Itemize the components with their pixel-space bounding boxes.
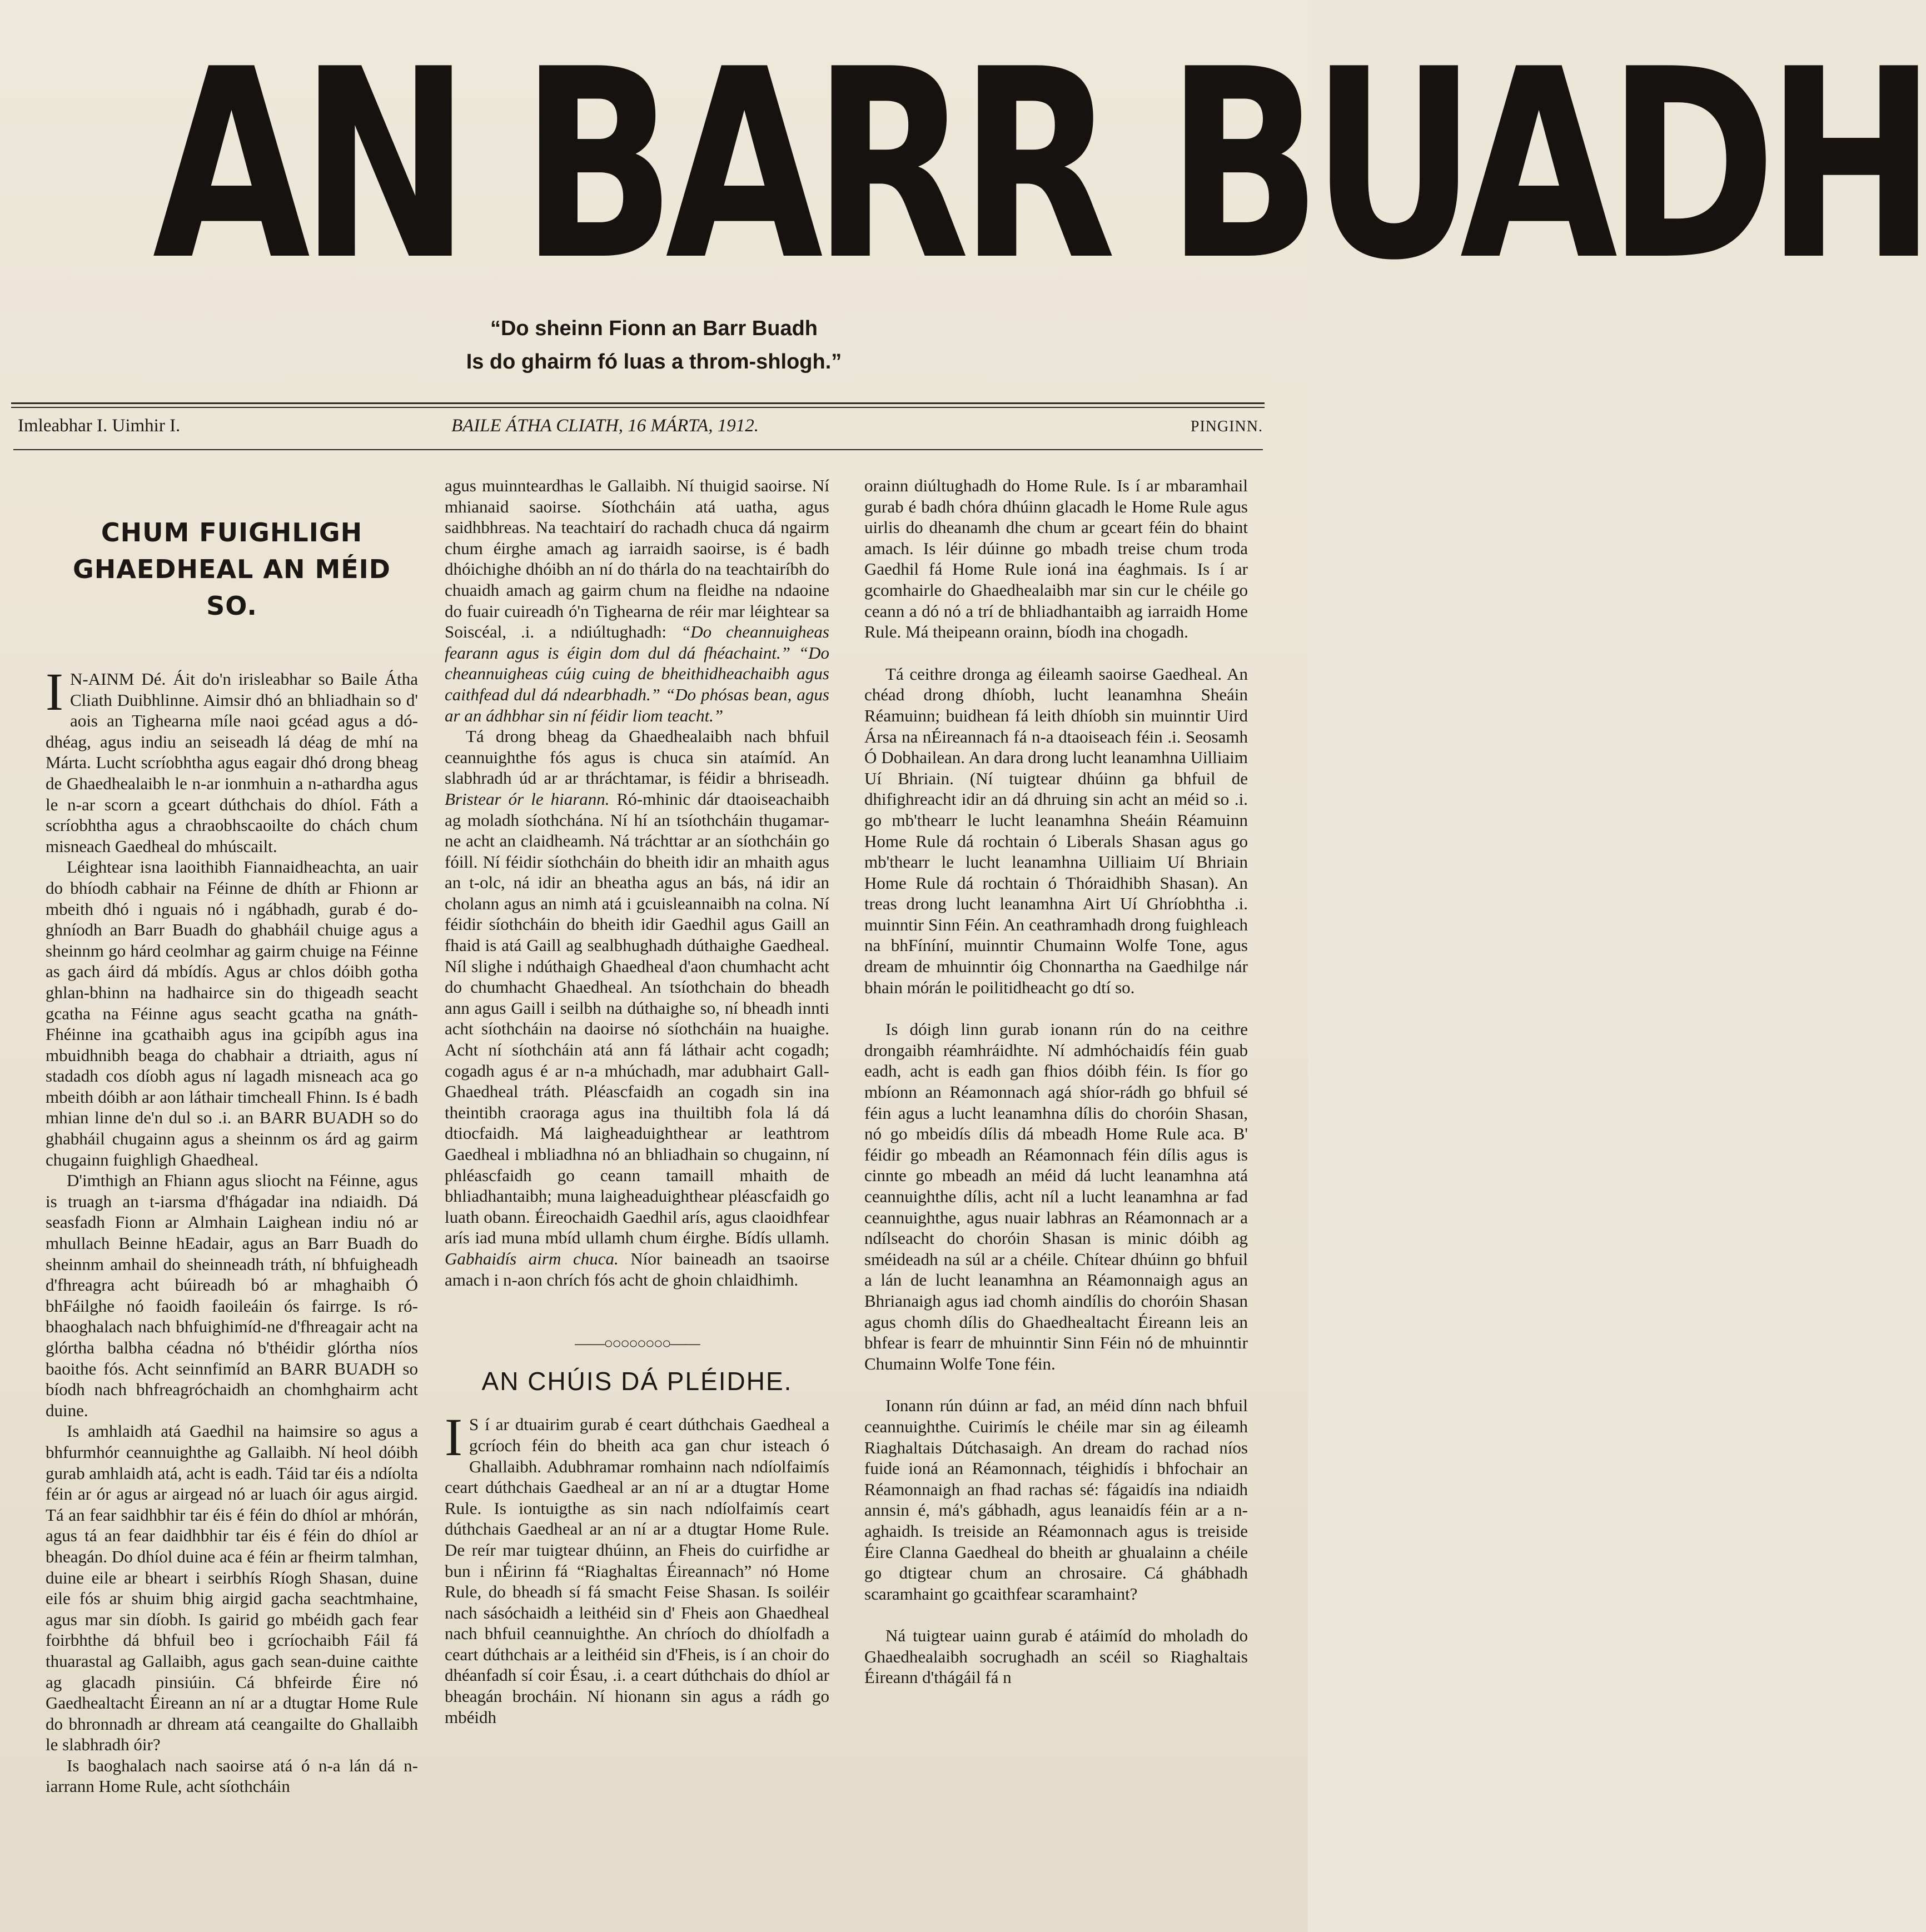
place-date: BAILE ÁTHA CLIATH, 16 MÁRTA, 1912. (451, 416, 759, 436)
motto-line-1: “Do sheinn Fionn an Barr Buadh (490, 317, 818, 340)
article-paragraph: Ná tuigtear uainn gurab é atáimíd do mholadh do Ghaedhealaibh socrughadh an scéil so Riaghaltais Éireann d'thágáil fá n (864, 1626, 1248, 1687)
top-rule (11, 402, 1265, 404)
article-headline: CHUM FUIGHLIGH GHAEDHEAL AN MÉID SO. (73, 517, 391, 621)
price: PINGINN. (1190, 418, 1263, 435)
drop-cap: I (445, 1407, 462, 1467)
article-paragraph (445, 726, 829, 1290)
paragraph-text: Ró-mhinic dár dtaoiseachaibh ag moladh síothchána. Ní hí an tsíothcháin thugamar-ne acht an claidheamh. Ná tráchttar ar an síothcháin go fóill. Ní féidir síothcháin do bheith idir an mhaith agus an t-olc, ná idir an bheatha agus an bás, ná idir an cholann agus an nimh atá i gcuisleannaibh na colna. Ní féidir síothcháin do bheith idir Gaedhil agus Gaill an fhaid is atá Gaill ag sealbhughadh dúthaighe Gaedheal. Níl slighe i ndúthaigh Ghaedheal d'aon chumhacht acht do chumhacht Ghaedheal. An tsíothchain do bheadh ann agus Gaill i seilbh na dúthaighe so, ní bheadh innti acht síothcháin na daoirse nó síothcháin na huaighe. Acht ní síothcháin atá ann fá láthair acht cogadh; cogadh agus é ar n-a mhúchadh, mar adubhairt Gall-Ghaedheal tráth. Pléascfaidh an cogadh sin ina theintibh craoraga agus ina thuiltibh fola lá dá dtiocfaidh. Má laigheaduighthear ar leathtrom Gaedheal i mbliadhna nó an bhliadhain so chugainn, ní phléascfaidh go ceann tamaill mhaith de bhliadhantaibh; muna laigheaduighthear pléascfaidh go luath obann. Éireochaidh Gaedhil arís, agus claoidhfear arís iad muna mbíd ullamh chum éirghe. Bídís ullamh. (445, 789, 829, 1248)
issue-line (18, 416, 1263, 440)
volume-number: Imleabhar I. Uimhir I. (18, 416, 181, 436)
paragraph-text: Tá drong bheag da Ghaedhealaibh nach bhfuil ceannuighthe fós agus is chuca sin ataímíd. An slabhradh úd ar ar thráchtamar, is féidir a bhriseadh. (445, 726, 829, 788)
column-3 (864, 475, 1248, 1688)
motto-line-2: Is do ghairm fó luas a throm-shlogh.” (466, 350, 842, 374)
article-paragraph: orainn diúltughadh do Home Rule. Is í ar mbaramhail gurab é badh chóra dhúinn glacadh le Home Rule agus uirlis do dheanamh dhe chum ar gceart féin do bhaint amach. Is léir dúinne go mbadh treise chum troda Gaedhil fá Home Rule ioná ina éaghmais. Is í ar gcomhairle do Ghaedhealaibh mar sin cur le chéile go ceann a dó nó a trí de bhliadhantaibh ag iarraidh Home Rule. Má theipeann orainn, bíodh ina chogadh. (864, 476, 1248, 642)
column-2 (445, 475, 829, 1727)
issue-rule (13, 449, 1263, 450)
article-paragraph: Is dóigh linn gurab ionann rún do na ceithre drongaibh réamhráidhte. Ní admhóchaidís féin guab eadh, acht is eadh gan fhios dóibh féin. Is fíor go mbíonn an Réamonnach agá shíor-rádh go bhfuil sé féin agus a lucht leanamhna dílis do choróin Shasan, nó go mbeidís dílis dá mbeadh Home Rule aca. B' féidir go mbeadh an Réamonnach féin dílis agus is cinnte go mbeadh an méid dá lucht leanamhna atá ceannuighthe dílis, acht níl a lucht leanamhna ar fad ceannuighthe, agus nuair labhras an Réamonnach ar a ndílseacht do choróin Shasan is minic dóibh ag sméideadh na súl ar a chéile. Chítear dhúinn go bhfuil a lán de lucht leanamhna an Réamonnaigh agus an Bhrianaigh agus iad chomh aindílis do choróin Shasan agus chomh dílis do Ghaedhealtacht Éireann leis an bhfear is fearr de mhuinntir Sinn Féin nó de mhuinntir Chumainn Wolfe Tone féin. (864, 1019, 1248, 1373)
ornament-divider: ——○○○○○○○○—— (575, 1335, 699, 1353)
article-paragraph: Tá ceithre dronga ag éileamh saoirse Gaedheal. An chéad drong dhíobh, lucht leanamhna Sheáin Réamuinn; buidhean fá leith dhíobh sin muinntir Uird Ársa na nÉireannach fá n-a dtaoiseach féin .i. Seosamh Ó Dobhailean. An dara drong lucht leanamhna Uilliaim Uí Bhriain. (Ní tuigtear dhúinn ga bhfuil de dhifighreacht idir an dá dhruing sin acht an méid so .i. go mb'thearr le lucht leanamhna Sheáin Réamuinn Home Rule dá rochtain ó Liberals Shasan agus go mb'thearr le lucht leanamhna Uilliaim Uí Bhriain Home Rule dá rochtain ó Thóraidhibh Shasan). An treas drong lucht leanamhna Airt Uí Ghríobhtha .i. muinntir Sinn Féin. An ceathramhadh drong fuighleach na bhFíníní, muinntir Chumainn Wolfe Tone, agus dream de mhuinntir óig Chonnartha na Gaedhilge nár bhain mórán le poilitidheacht go dtí so. (864, 664, 1248, 997)
paragraph-text: S í ar dtuairim gurab é ceart dúthchais Gaedheal a gcríoch féin do bheith aca gan chur isteach ó Ghallaibh. Adubhramar romhainn nach ndíolfaimís ceart dúthchais Gaedheal ar an ní ar a dtugtar Home Rule. Is iontuigthe as sin nach ndíolfaimís ceart dúthchais Gaedheal ar an ní ar a dtugtar Home Rule. De reír mar tuigtear dhúinn, an Fheis do cuirfidhe ar bun i nÉirinn fá “Riaghaltas Éireannach” nó Home Rule, do bheadh sí fá smacht Feise Shasan. Is soiléir nach sásóchaidh a leithéid sin d' Fheis aon Ghaedheal nach bhfuil ceannuighthe. An chríoch do dhíolfadh a ceart dúthchais ar a leithéid sin d'Fheis, is í an choir do dhéanfadh sí coir Ésau, .i. a ceart dúthchais do dhíol ar bheagán brocháin. Ní hionann sin agus a rádh go mbéidh (445, 1415, 829, 1727)
article-paragraph: Léightear isna laoithibh Fiannaidheachta, an uair do bhíodh cabhair na Féinne de dhíth ar Fhionn ar mbeith dhó i nguais nó i ngábhadh, gurab é do-ghníodh an Barr Buadh do ghabháil chuige agus a sheinnm go hárd ceolmhar ag gairm chuige na Féinne as gach áird dá mbídís. Agus ar chlos dóibh gotha ghlan-bhinn na hadhairce sin do thigeadh seacht gcatha na Féinne agus seacht gcatha na gnáth-Fhéinne ina gcathaibh agus ina gcipíbh agus ina mbuidhnibh beaga do chabhair a dtriaith, agus ní stadadh cos díobh agus ní lagadh misneach aca go mbeith dóibh ar aon láthair timcheall Fhinn. Is é badh mhian linne de'n dul so .i. an BARR BUADH so do ghabháil chugainn agus a sheinnm os árd ag gairm chugainn fuighligh Ghaedheal. (46, 857, 418, 1169)
paragraph-text: agus muinnteardhas le Gallaibh. Ní thuigid saoirse. Ní mhianaid saoirse. Síothcháin atá uatha, agus saidhbhreas. Na teachtairí do rachadh chuca dá ngairm chum éirghe amach ag iarraidh saoirse, is é badh dhóichighe dhóibh an ní do thárla do na teachtairíbh do chuaidh amach ag gairm chum na fleidhe na ndaoine do fuair cuireadh ó'n Tighearna de réir mar léightear sa Soiscéal, .i. a ndiúltughadh: (445, 476, 829, 642)
article-paragraph (445, 475, 829, 726)
article-paragraph: Is baoghalach nach saoirse atá ó n-a lán dá n-iarrann Home Rule, acht síothcháin (46, 1755, 418, 1796)
article-paragraph (46, 662, 418, 857)
italic-phrase: Gabhaidís airm chuca. (445, 1248, 619, 1268)
masthead-title: AN BARR BUADH (152, 13, 1926, 317)
paragraph-text: Níor baineadh an tsaoirse amach i n-aon chrích fós acht de ghoin chlaidhimh. (445, 1248, 829, 1289)
column-1 (46, 475, 418, 1797)
italic-phrase: Bristear ór le hiarann. (445, 789, 610, 809)
paragraph-text: N-AINM Dé. Áit do'n irisleabhar so Baile Átha Cliath Duibhlinne. Aimsir dhó an bhliadhain so d' aois an Tighearna míle naoi gcéad agus a dó-dhéag, agus indiu an seiseadh lá déag de mhí na Márta. Lucht scríobhtha agus eagair dhó drong bheag de Ghaedhealaibh le n-ar ionmhuin a n-athardha agus le n-ar scorn a gceart dúthchais do dhíol. Fáth a scríobhtha agus a chraobhscaoilte do chách chum misneach Gaedheal do mhúscailt. (46, 669, 418, 856)
article-paragraph: Ionann rún dúinn ar fad, an méid dínn nach bhfuil ceannuighthe. Cuirimís le chéile mar sin ag éileamh Riaghaltais Dútchasaigh. An dream do rachad níos fuide ioná an Réamonnach, téighidís i bhfochair an Réamonnaigh an fhad rachas sé: fágaidís ina ndiaidh annsin é, má's gábhadh, agus leanaidís féin ar a n-aghaidh. Is treiside an Réamonnach agus is treiside Éire Clanna Gaedheal do bheith ar ghualainn a chéile go dtigtear chum an chrosaire. Cá ghábhadh scaramhaint go gcaithfear scaramhaint? (864, 1396, 1248, 1604)
drop-cap: I (46, 662, 63, 721)
article-paragraph: D'imthigh an Fhiann agus sliocht na Féinne, agus is truagh an t-iarsma d'fhágadar ina ndiaidh. Dá seasfadh Fionn ar Almhain Laighean indiu nó ar mhullach Beinne hEadair, agus an Barr Buadh do sheinnm amhail do sheinneadh tráth, ní bhfuigheadh d'fhreagra acht búireadh bó ar mhaghaibh Ó bhFáilghe nó faoidh faoileáin ós fairrge. Is ró-bhaoghalach nach bhfuighimíd-ne d'fhreagair acht na glórtha balbha céadna nó b'théidir glórtha níos baoithe fós. Acht seinnfimíd an BARR BUADH so bíodh nach bhfreagróchaidh an chomhghairm acht duine. (46, 1171, 418, 1420)
article-paragraph (445, 1407, 829, 1727)
article-headline-2: AN CHÚIS DÁ PLÉIDHE. (481, 1366, 793, 1396)
scripture-quote: “Do cheannuigheas fearann agus is éigin dom dul dá fhéachaint.” “Do cheannuigheas cúig cuing de bheithidheachaibh agus caithfead dul dá ndearbhadh.” “Do phósas bean, agus ar an ádhbhar sin ní féidir liom teacht.” (445, 622, 829, 725)
top-rule-inner (11, 407, 1265, 408)
article-paragraph: Is amhlaidh atá Gaedhil na haimsire so agus a bhfurmhór ceannuighthe ag Gallaibh. Ní heol dóibh gurab amhlaidh atá, acht is eadh. Táid tar éis a ndíolta féin ar ór agus ar airgead nó ar luach óir agus airgid. Tá an fear saidhbhir tar éis é féin do dhíol ar mhórán, agus tá an fear daidhbhir tar éis é féin do dhíol ar bheagán. Do dhíol duine aca é féin ar fheirm talmhan, duine eile ar bheart i seirbhís Ríogh Shasan, duine eile fós ar shuim bhig airgid gacha seachtmhaine, agus mar sin díobh. Is gairid go mbéidh gach fear foirbhthe dá bhfuil beo i gcríochaibh Fáil fá thuarastal ag Gallaibh, agus gach sean-duine caithte ag glacadh pinsiúin. Cá bhfeirde Éire nó Gaedhealtacht Éireann an ní ar a dtugtar Home Rule do bhronnadh ar dhream atá ceangailte do Ghallaibh le slabhradh óir? (46, 1421, 418, 1755)
